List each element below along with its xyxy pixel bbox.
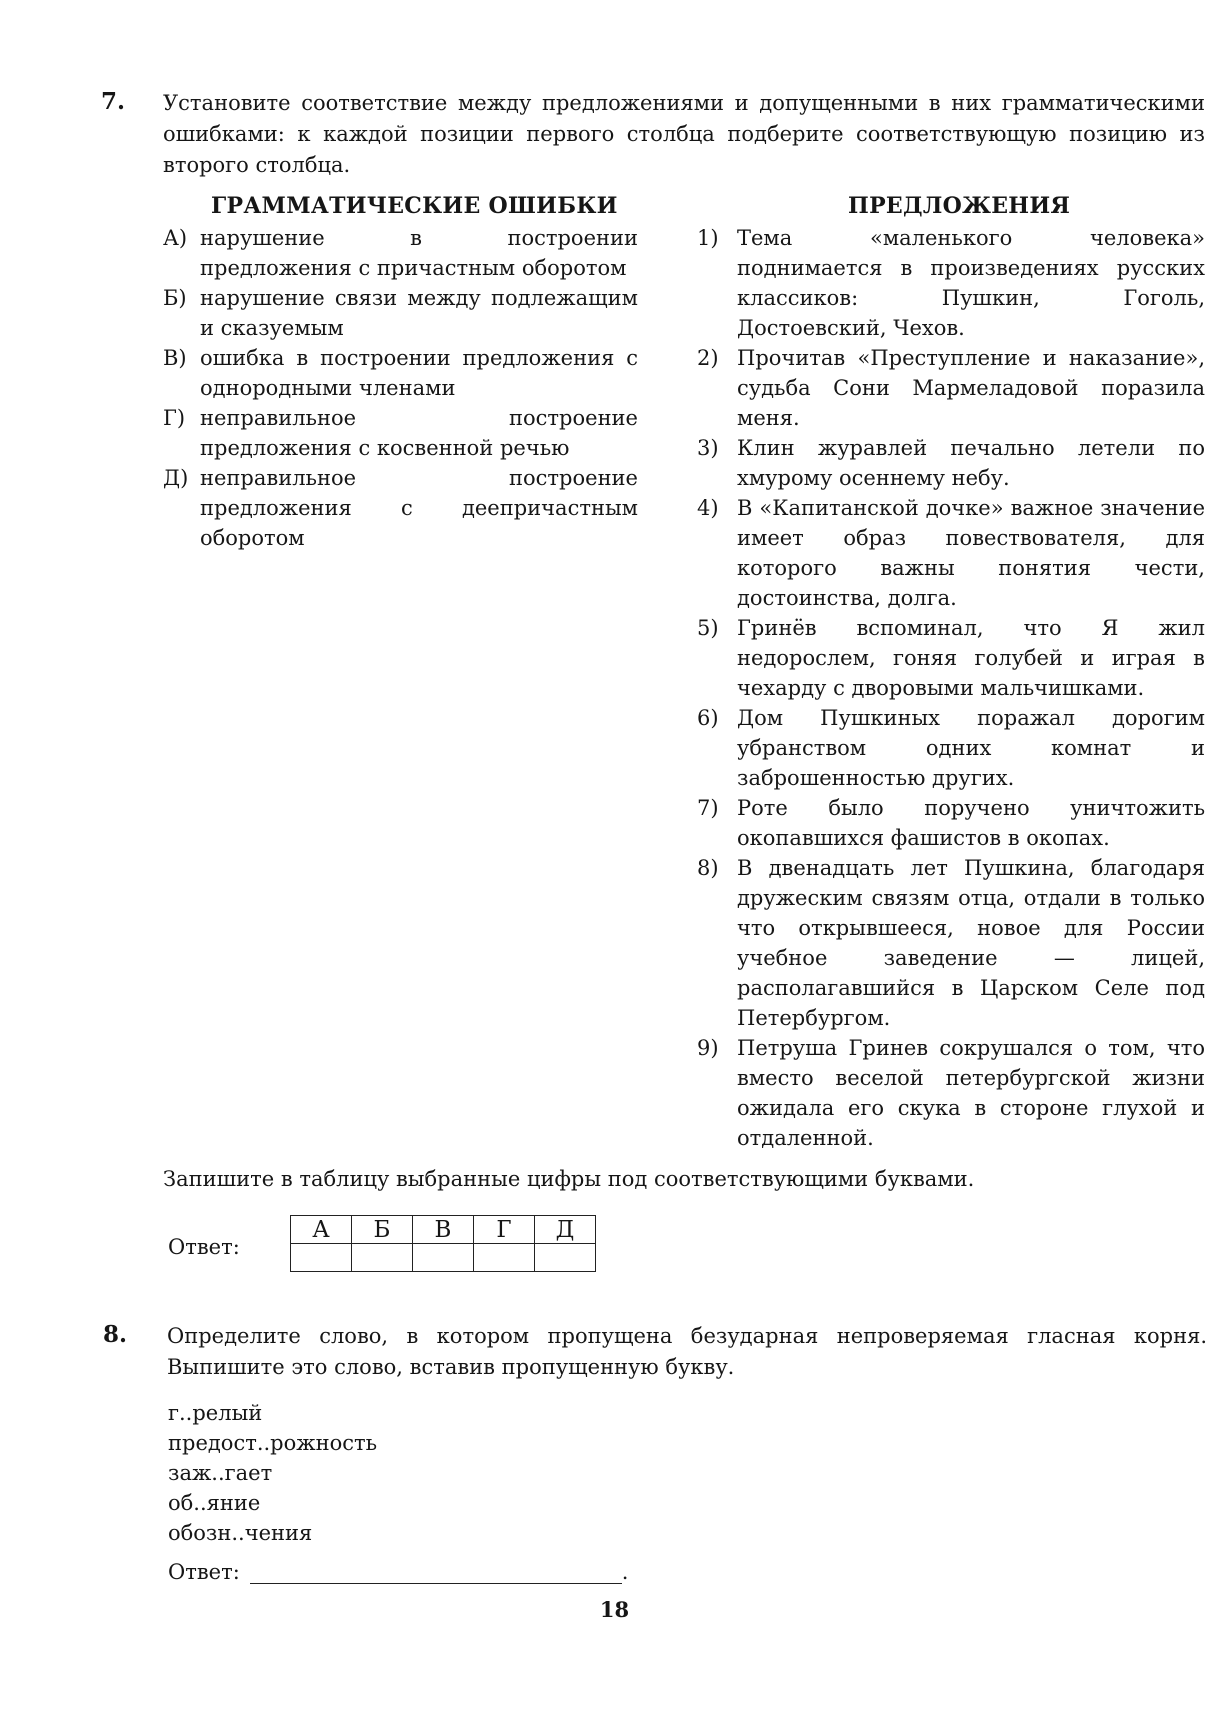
sentence-text: Петруша Гринев сокрушался о том, что вместо веселой петербургской жизни ожидала его скука в стороне глухой и отдаленной. bbox=[737, 1036, 1205, 1150]
sentence-item bbox=[697, 613, 1205, 703]
sentence-mark: 2) bbox=[697, 346, 719, 370]
sentence-mark: 9) bbox=[697, 1036, 719, 1060]
answer-cell[interactable] bbox=[413, 1244, 474, 1272]
answer-cell[interactable] bbox=[352, 1244, 413, 1272]
sentence-text: Дом Пушкиных поражал дорогим убранством одних комнат и заброшенностью других. bbox=[737, 706, 1205, 790]
task7-number: 7. bbox=[101, 88, 126, 115]
sentence-mark: 3) bbox=[697, 436, 719, 460]
error-item bbox=[163, 223, 638, 283]
sentence-item bbox=[697, 853, 1205, 1033]
task7-answer-label: Ответ: bbox=[168, 1235, 240, 1259]
error-text: неправильное построение предложения с деепричастным оборотом bbox=[200, 466, 638, 550]
error-text: неправильное построение предложения с косвенной речью bbox=[200, 406, 638, 460]
sentence-mark: 7) bbox=[697, 796, 719, 820]
word-option: об..яние bbox=[168, 1491, 261, 1515]
sentence-text: Роте было поручено уничтожить окопавшихся фашистов в окопах. bbox=[737, 796, 1205, 850]
answer-cell[interactable] bbox=[535, 1244, 596, 1272]
sentence-mark: 6) bbox=[697, 706, 719, 730]
answer-cell[interactable] bbox=[474, 1244, 535, 1272]
sentence-mark: 1) bbox=[697, 226, 719, 250]
errors-list bbox=[163, 223, 638, 553]
sentence-item bbox=[697, 703, 1205, 793]
sentence-text: Гринёв вспоминал, что Я жил недорослем, гоняя голубей и играя в чехарду с дворовыми мальчишками. bbox=[737, 616, 1205, 700]
error-mark: В) bbox=[163, 346, 187, 370]
error-text: нарушение в построении предложения с причастным оборотом bbox=[200, 226, 638, 280]
answer-header-cell: Г bbox=[474, 1216, 535, 1244]
sentences-list bbox=[697, 223, 1205, 1153]
error-text: ошибка в построении предложения с однородными членами bbox=[200, 346, 638, 400]
word-option: обозн..чения bbox=[168, 1521, 313, 1545]
sentence-item bbox=[697, 1033, 1205, 1153]
sentence-item bbox=[697, 793, 1205, 853]
answer-table-header-row bbox=[291, 1216, 596, 1244]
answer-header-cell: А bbox=[291, 1216, 352, 1244]
error-text: нарушение связи между подлежащим и сказуемым bbox=[200, 286, 638, 340]
sentence-text: Клин журавлей печально летели по хмурому осеннему небу. bbox=[737, 436, 1205, 490]
word-list bbox=[168, 1398, 377, 1548]
sentence-text: Тема «маленького человека» поднимается в произведениях русских классиков: Пушкин, Гоголь, Достоевский, Чехов. bbox=[737, 226, 1205, 340]
error-mark: Г) bbox=[163, 406, 186, 430]
word-option: г..релый bbox=[168, 1401, 263, 1425]
sentence-text: В двенадцать лет Пушкина, благодаря дружеским связям отца, отдали в только что открывшееся, новое для России учебное заведение — лицей, располагавшийся в Царском Селе под Петербургом. bbox=[737, 856, 1205, 1030]
error-mark: Б) bbox=[163, 286, 187, 310]
answer-header-cell: Д bbox=[535, 1216, 596, 1244]
error-item bbox=[163, 403, 638, 463]
answer-end-period: . bbox=[621, 1560, 629, 1584]
task8-number: 8. bbox=[103, 1321, 128, 1348]
sentence-mark: 5) bbox=[697, 616, 719, 640]
answer-blank-line[interactable] bbox=[250, 1561, 622, 1584]
task7-prompt: Установите соответствие между предложениями и допущенными в них грамматическими ошибками: к каждой позиции первого столбца подберите соответствующую позицию из второго столбца. bbox=[163, 91, 1205, 177]
sentence-item bbox=[697, 223, 1205, 343]
answer-header-cell: Б bbox=[352, 1216, 413, 1244]
word-option: заж..гает bbox=[168, 1461, 273, 1485]
answer-table-value-row bbox=[291, 1244, 596, 1272]
task7-instruction: Запишите в таблицу выбранные цифры под соответствующими буквами. bbox=[163, 1167, 975, 1191]
answer-cell[interactable] bbox=[291, 1244, 352, 1272]
sentence-item bbox=[697, 433, 1205, 493]
sentence-mark: 8) bbox=[697, 856, 719, 880]
word-option: предост..рожность bbox=[168, 1431, 378, 1455]
sentence-item bbox=[697, 493, 1205, 613]
errors-column-header: ГРАММАТИЧЕСКИЕ ОШИБКИ bbox=[211, 193, 618, 219]
task8-answer-label: Ответ: bbox=[168, 1560, 240, 1584]
sentence-text: В «Капитанской дочке» важное значение имеет образ повествователя, для которого важны понятия чести, достоинства, долга. bbox=[737, 496, 1205, 610]
sentence-mark: 4) bbox=[697, 496, 719, 520]
task8-prompt: Определите слово, в котором пропущена безударная непроверяемая гласная корня. Выпишите это слово, вставив пропущенную букву. bbox=[167, 1324, 1207, 1379]
error-item bbox=[163, 283, 638, 343]
task8-answer bbox=[168, 1560, 628, 1584]
answer-header-cell: В bbox=[413, 1216, 474, 1244]
page-number: 18 bbox=[599, 1597, 630, 1622]
answer-table bbox=[290, 1215, 596, 1272]
error-mark: А) bbox=[163, 226, 188, 250]
sentence-item bbox=[697, 343, 1205, 433]
error-item bbox=[163, 463, 638, 553]
error-mark: Д) bbox=[163, 466, 189, 490]
sentences-column-header: ПРЕДЛОЖЕНИЯ bbox=[848, 193, 1071, 219]
sentence-text: Прочитав «Преступление и наказание», судьба Сони Мармеладовой поразила меня. bbox=[737, 346, 1205, 430]
error-item bbox=[163, 343, 638, 403]
